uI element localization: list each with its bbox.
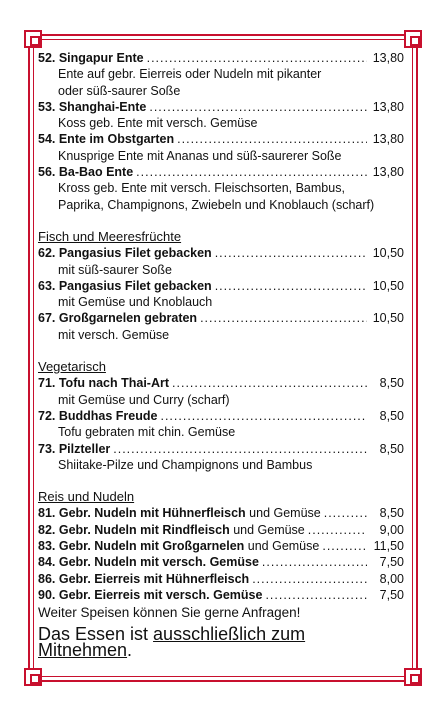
dish-name <box>38 278 212 294</box>
leader-dots <box>262 554 367 570</box>
leader-dots <box>252 571 367 587</box>
dish-price: 10,50 <box>372 246 404 261</box>
leader-dots <box>324 505 367 521</box>
dish-name-text: 72. Buddhas Freude <box>38 408 158 423</box>
leader-dots <box>265 587 367 603</box>
menu-item <box>38 375 404 391</box>
dish-name <box>38 441 110 457</box>
dish-name-text: 67. Großgarnelen gebraten <box>38 311 198 326</box>
corner-ornament-top-right <box>404 30 422 48</box>
leader-dots <box>136 164 367 180</box>
leader-dots <box>200 310 367 326</box>
menu-item <box>38 571 404 587</box>
leader-dots <box>322 538 367 554</box>
dish-name-text: 52. Singapur Ente <box>38 51 144 65</box>
menu-item <box>38 554 404 570</box>
menu-item <box>38 99 404 115</box>
dish-price: 13,80 <box>372 99 404 114</box>
menu-item <box>38 408 404 424</box>
menu-item <box>38 441 404 457</box>
dish-name <box>38 408 157 424</box>
dish-price: 11,50 <box>373 539 404 554</box>
dish-name-text: 90. Gebr. Eierreis mit versch. Gemüse <box>38 587 263 602</box>
section-title-vegetarian: Vegetarisch <box>38 359 106 375</box>
dish-price: 7,50 <box>379 587 404 602</box>
dish-price: 7,50 <box>379 555 404 570</box>
dish-description: Paprika, Champignons, Zwiebeln und Knoblauch (scharf) <box>58 197 375 212</box>
dish-name-text: 62. Pangasius Filet gebacken <box>38 246 212 261</box>
leader-dots <box>308 522 367 538</box>
dish-price: 9,00 <box>379 522 404 537</box>
dish-price: 13,80 <box>372 132 404 147</box>
dish-description: Tofu gebraten mit chin. Gemüse <box>58 425 236 440</box>
dish-name <box>38 554 259 570</box>
leader-dots <box>215 278 367 294</box>
dish-name <box>38 538 319 554</box>
corner-ornament-bottom-left <box>24 668 42 686</box>
takeaway-notice <box>38 623 404 660</box>
dish-price: 10,50 <box>372 311 404 326</box>
takeaway-prefix: Das Essen ist <box>38 623 154 644</box>
dish-name-text: 53. Shanghai-Ente <box>38 99 147 114</box>
dish-name <box>38 310 197 326</box>
dish-name-suffix: und Gemüse <box>244 539 320 554</box>
dish-name <box>38 99 146 115</box>
dish-description: Shiitake-Pilze und Champignons und Bambus <box>58 457 313 472</box>
dish-name-text: 84. Gebr. Nudeln mit versch. Gemüse <box>38 555 259 570</box>
dish-name <box>38 131 174 147</box>
duck-dishes <box>38 50 404 213</box>
dish-name-suffix: und Gemüse <box>229 522 305 537</box>
menu-item <box>38 310 404 326</box>
dish-name-suffix: und Gemüse <box>245 506 321 521</box>
section-title-rice-noodles: Reis und Nudeln <box>38 489 135 505</box>
dish-name-text: 71. Tofu nach Thai-Art <box>38 376 170 391</box>
dish-price: 8,50 <box>379 441 404 456</box>
dish-name <box>38 587 262 603</box>
dish-price: 8,00 <box>379 571 404 586</box>
dish-name-text: 63. Pangasius Filet gebacken <box>38 278 212 293</box>
dish-name <box>38 571 249 587</box>
dish-description: mit süß-saurer Soße <box>58 262 172 277</box>
leader-dots <box>160 408 367 424</box>
dish-name-text: 54. Ente im Obstgarten <box>38 132 175 147</box>
dish-price: 13,80 <box>372 165 404 180</box>
dish-price: 8,50 <box>379 408 404 423</box>
menu-item <box>38 131 404 147</box>
dish-name-text: 82. Gebr. Nudeln mit Rindfleisch <box>38 522 230 537</box>
dish-description: Ente auf gebr. Eierreis oder Nudeln mit pikanter <box>58 67 322 82</box>
menu-item <box>38 278 404 294</box>
dish-name <box>38 50 144 66</box>
dish-description: Kross geb. Ente mit versch. Fleischsorten, Bambus, <box>58 181 345 196</box>
dish-name <box>38 522 305 538</box>
dish-description: mit Gemüse und Curry (scharf) <box>58 392 230 407</box>
dish-price: 8,50 <box>379 376 404 391</box>
leader-dots <box>149 99 367 115</box>
corner-ornament-top-left <box>24 30 42 48</box>
dish-name-text: 73. Pilzteller <box>38 441 111 456</box>
menu-item <box>38 245 404 261</box>
dish-name <box>38 164 133 180</box>
leader-dots <box>177 131 367 147</box>
dish-name-text: 83. Gebr. Nudeln mit Großgarnelen <box>38 539 245 554</box>
menu-item <box>38 522 404 538</box>
menu-item <box>38 164 404 180</box>
rice-noodle-dishes <box>38 505 404 603</box>
vegetarian-dishes <box>38 375 404 473</box>
note-more-dishes: Weiter Speisen können Sie gerne Anfragen! <box>38 605 301 621</box>
dish-price: 13,80 <box>372 51 404 65</box>
dish-name <box>38 505 321 521</box>
dish-description: Knusprige Ente mit Ananas und süß-saurerer Soße <box>58 148 342 163</box>
leader-dots <box>113 441 367 457</box>
menu-item <box>38 505 404 521</box>
dish-price: 8,50 <box>379 506 404 521</box>
menu-content <box>38 50 404 658</box>
dish-description: Koss geb. Ente mit versch. Gemüse <box>58 116 258 131</box>
section-title-fish: Fisch und Meeresfrüchte <box>38 228 182 244</box>
leader-dots <box>172 375 367 391</box>
dish-name-text: 81. Gebr. Nudeln mit Hühnerfleisch <box>38 506 246 521</box>
dish-price: 10,50 <box>372 278 404 293</box>
dish-name-text: 56. Ba-Bao Ente <box>38 165 134 180</box>
menu-item <box>38 587 404 603</box>
menu-item <box>38 538 404 554</box>
leader-dots <box>147 50 367 66</box>
dish-name <box>38 245 212 261</box>
leader-dots <box>215 245 367 261</box>
fish-dishes <box>38 245 404 343</box>
dish-name <box>38 375 169 391</box>
corner-ornament-bottom-right <box>404 668 422 686</box>
dish-description: oder süß-saurer Soße <box>58 83 181 98</box>
menu-item <box>38 50 404 66</box>
dish-name-text: 86. Gebr. Eierreis mit Hühnerfleisch <box>38 571 250 586</box>
dish-description: mit Gemüse und Knoblauch <box>58 295 213 310</box>
takeaway-underlined: ausschließlich zum Mitnehmen <box>38 623 306 660</box>
takeaway-suffix: . <box>127 639 133 660</box>
dish-description: mit versch. Gemüse <box>58 327 170 342</box>
